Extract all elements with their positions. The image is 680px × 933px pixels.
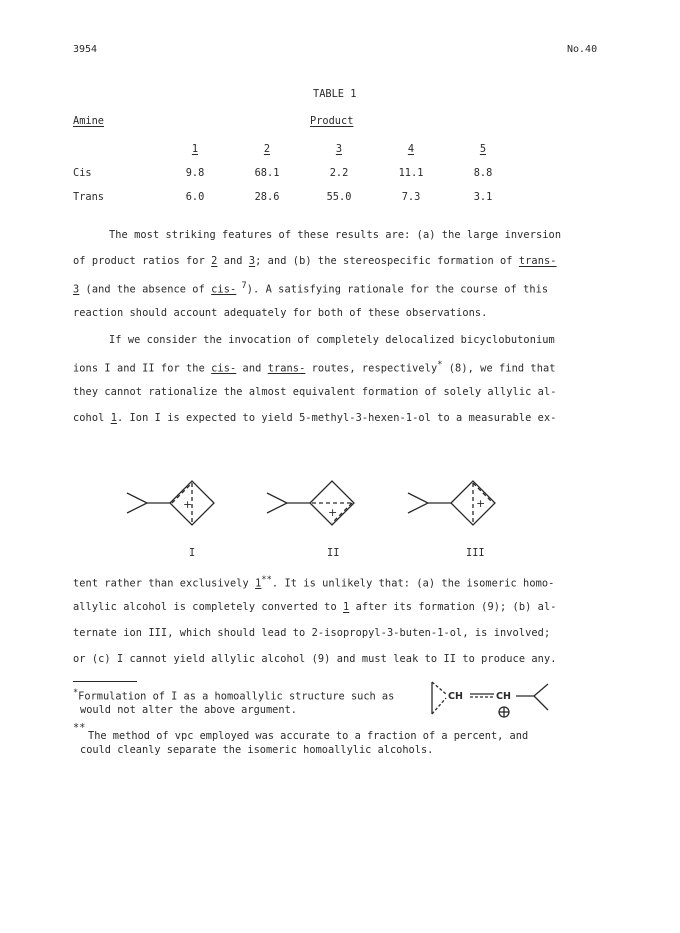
footnote-1-line2: would not alter the above argument.	[80, 704, 297, 716]
table-row	[73, 161, 519, 185]
paragraph-ions	[73, 334, 613, 434]
text-line: ternate ion III, which should lead to 2-isopropyl-3-buten-1-ol, is involved;	[73, 627, 551, 639]
text-line: The most striking features of these results are: (a) the large inversion	[109, 229, 562, 241]
ch-group-1: CH	[448, 691, 463, 702]
table-cell: 8.8	[473, 167, 493, 179]
product-label: Product	[310, 115, 354, 127]
table-title: TABLE 1	[313, 88, 357, 100]
paragraph-conclusion	[73, 575, 613, 675]
table-cell: 11.1	[398, 167, 424, 179]
charge-I: +	[183, 498, 193, 511]
charge-II: +	[328, 506, 338, 519]
text-line: they cannot rationalize the almost equivalent formation of solely allylic al-	[73, 386, 557, 398]
charge-III: +	[476, 497, 486, 510]
structure-I	[127, 481, 214, 525]
homoallylic-structure	[428, 678, 558, 722]
table-cell: 55.0	[326, 191, 352, 203]
col-4: 4	[407, 142, 415, 155]
text-line: If we consider the invocation of completely delocalized bicyclobutonium	[109, 334, 555, 346]
col-5: 5	[479, 142, 487, 155]
footnote-divider	[73, 681, 137, 682]
col-1: 1	[191, 142, 199, 155]
label-III: III	[466, 547, 485, 559]
paragraph-results	[73, 229, 613, 329]
footnote-2: The method of vpc employed was accurate to a fraction of a percent, and	[88, 730, 529, 742]
text-line: allylic alcohol is completely converted to 1 after its formation (9); (b) al-	[73, 601, 557, 613]
text-line: or (c) I cannot yield allylic alcohol (9) and must leak to II to produce any.	[73, 653, 557, 665]
amine-label: Amine	[73, 115, 104, 127]
table-cell: 6.0	[185, 191, 205, 203]
col-3: 3	[335, 142, 343, 155]
text-line: reaction should account adequately for both of these observations.	[73, 307, 488, 319]
table-cell: 28.6	[254, 191, 280, 203]
table-cell: 68.1	[254, 167, 280, 179]
text-line: cohol 1. Ion I is expected to yield 5-methyl-3-hexen-1-ol to a measurable ex-	[73, 412, 557, 424]
row-label: Cis	[73, 167, 92, 179]
issue-number: No.40	[567, 44, 598, 55]
label-I: I	[189, 547, 196, 559]
table-cell: 9.8	[185, 167, 205, 179]
table-row	[73, 185, 519, 209]
table-cell: 3.1	[473, 191, 493, 203]
footnote-2-mark: **	[73, 722, 86, 734]
text-line: of product ratios for 2 and 3; and (b) the stereospecific formation of trans-	[73, 255, 557, 267]
text-line: 3 (and the absence of cis- $^7$). A satisfying rationale for the course of this	[73, 281, 549, 296]
footnote-2-line2: could cleanly separate the isomeric homoallylic alcohols.	[80, 744, 434, 756]
structure-II	[267, 481, 354, 525]
footnote-1: *Formulation of I as a homoallylic structure such as	[73, 688, 395, 703]
text-line: tent rather than exclusively 1**. It is unlikely that: (a) the isomeric homo-	[73, 575, 555, 590]
table-cell: 7.3	[401, 191, 421, 203]
col-2: 2	[263, 142, 271, 155]
label-II: II	[327, 547, 340, 559]
table-cell: 2.2	[329, 167, 349, 179]
text-line: ions I and II for the cis- and trans- routes, respectively* (8), we find that	[73, 360, 556, 375]
table-header-row	[73, 136, 519, 161]
row-label: Trans	[73, 191, 104, 203]
page-number: 3954	[73, 44, 98, 55]
ch-group-2: CH	[496, 691, 511, 702]
